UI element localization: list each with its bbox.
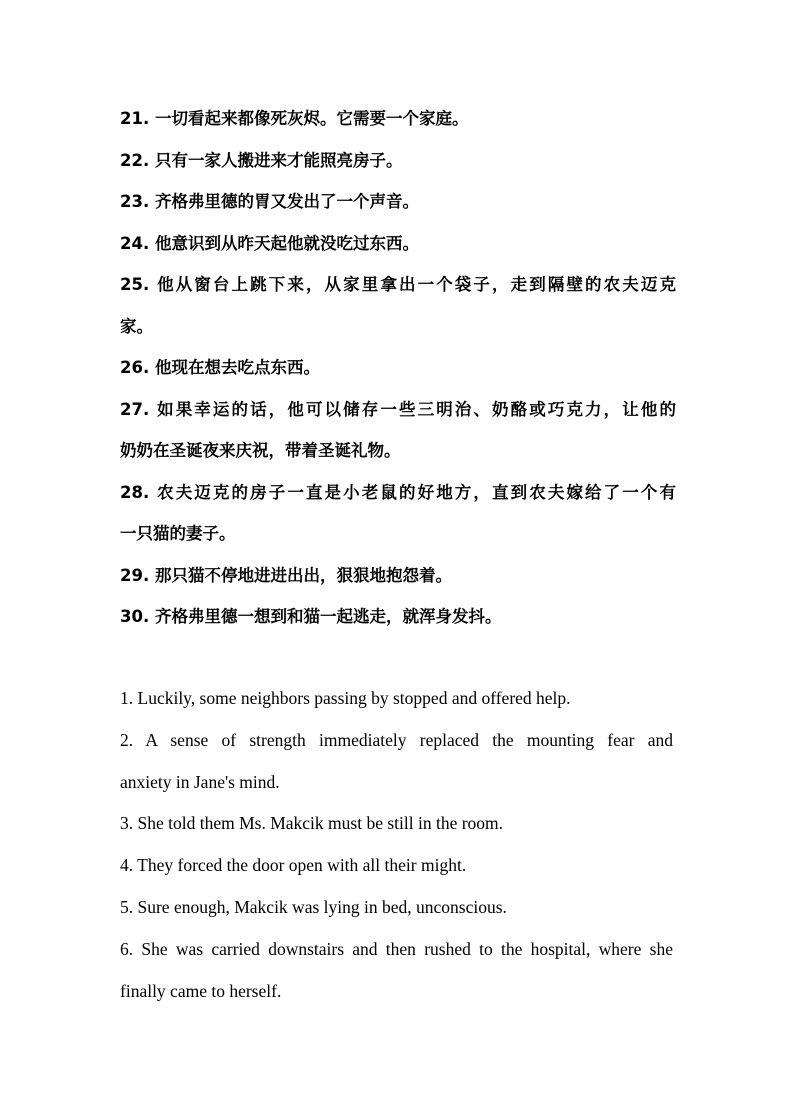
sentence-27-line-2: 奶奶在圣诞夜来庆祝，带着圣诞礼物。	[120, 441, 401, 460]
sentence-30: 30. 齐格弗里德一想到和猫一起逃走，就浑身发抖。	[120, 607, 502, 626]
english-sentence-3: 3. She told them Ms. Makcik must be still in the room.	[120, 813, 504, 834]
english-sentence-4: 4. They forced the door open with all their might.	[120, 855, 467, 876]
english-sentence-6-line-2: finally came to herself.	[120, 980, 282, 1001]
english-sentence-2-line-2: anxiety in Jane's mind.	[120, 771, 280, 792]
sentence-23: 23. 齐格弗里德的胃又发出了一个声音。	[120, 192, 419, 211]
english-sentence-2-line-1: 2. A sense of strength immediately replaced the mounting fear and	[120, 729, 673, 750]
sentence-28-line-2: 一只猫的妻子。	[120, 524, 236, 543]
english-sentence-6-line-1: 6. She was carried downstairs and then rushed to the hospital, where she	[120, 938, 673, 959]
sentence-21: 21. 一切看起来都像死灰烬。它需要一个家庭。	[120, 109, 469, 128]
sentence-25-line-2: 家。	[120, 316, 153, 336]
sentence-24: 24. 他意识到从昨天起他就没吃过东西。	[120, 233, 419, 253]
english-sentence-list	[120, 678, 673, 1012]
sentence-22: 22. 只有一家人搬进来才能照亮房子。	[120, 150, 403, 170]
sentence-27-line-1: 27. 如果幸运的话，他可以储存一些三明治、奶酪或巧克力，让他的	[120, 399, 676, 419]
sentence-29: 29. 那只猫不停地进进出出，狠狠地抱怨着。	[120, 565, 452, 585]
english-sentence-5: 5. Sure enough, Makcik was lying in bed, unconscious.	[120, 896, 507, 917]
chinese-sentence-list	[120, 98, 676, 638]
sentence-28-line-1: 28. 农夫迈克的房子一直是小老鼠的好地方，直到农夫嫁给了一个有	[120, 482, 676, 502]
sentence-26: 26. 他现在想去吃点东西。	[120, 358, 320, 377]
english-sentence-1: 1. Luckily, some neighbors passing by stopped and offered help.	[120, 688, 571, 708]
sentence-25-line-1: 25. 他从窗台上跳下来，从家里拿出一个袋子，走到隔壁的农夫迈克	[120, 275, 676, 294]
